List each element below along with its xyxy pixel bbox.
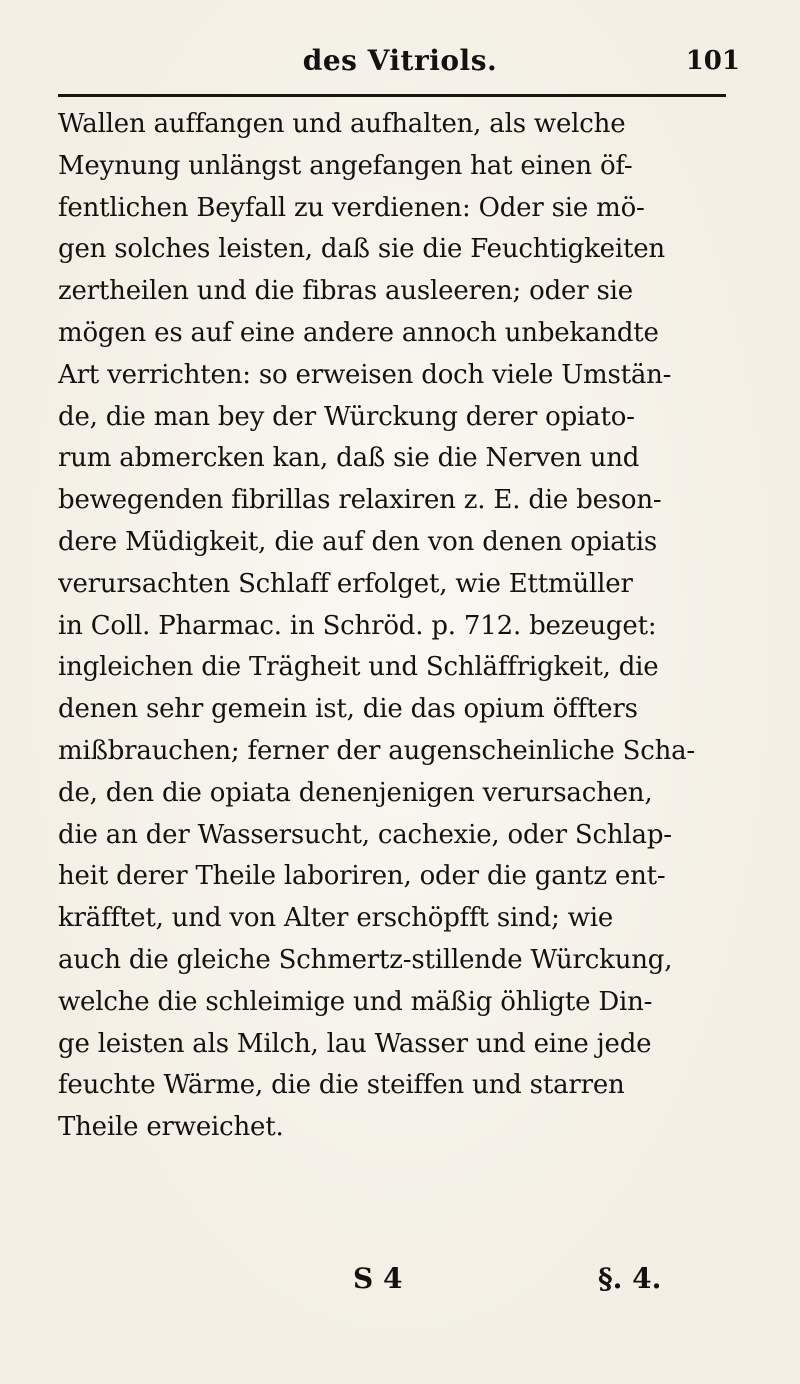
text-line: gen solches leisten, daß sie die Feuchtigkeiten <box>58 234 665 265</box>
text-line: de, den die opiata denenjenigen verursachen, <box>58 777 653 808</box>
text-line: de, die man bey der Würckung derer opiato- <box>58 401 635 432</box>
page-header <box>60 44 740 84</box>
text-line: dere Müdigkeit, die auf den von denen opiatis <box>58 526 658 557</box>
text-line: verursachten Schlaff erfolget, wie Ettmüller <box>58 568 633 599</box>
signature-mark: S 4 <box>353 1262 403 1295</box>
body-text <box>58 104 726 1149</box>
page-footer <box>58 1262 726 1306</box>
text-line: in Coll. Pharmac. in Schröd. p. 712. bezeuget: <box>58 610 657 641</box>
text-line: ingleichen die Trägheit und Schläffrigkeit, die <box>58 652 659 683</box>
text-line: auch die gleiche Schmertz-stillende Würckung, <box>58 944 673 975</box>
page-number: 101 <box>685 46 740 76</box>
text-line: rum abmercken kan, daß sie die Nerven und <box>58 443 640 474</box>
text-line: zertheilen und die fibras ausleeren; oder sie <box>58 276 633 307</box>
catchword: §. 4. <box>598 1262 662 1295</box>
text-line: denen sehr gemein ist, die das opium öffters <box>58 694 638 725</box>
text-line: fentlichen Beyfall zu verdienen: Oder sie mö- <box>58 192 645 223</box>
text-line: kräfftet, und von Alter erschöpfft sind; wie <box>58 903 614 934</box>
text-line: Wallen auffangen und aufhalten, als welche <box>58 109 626 139</box>
text-line: mißbrauchen; ferner der augenscheinliche Scha- <box>58 735 696 766</box>
text-line: die an der Wassersucht, cachexie, oder Schlap- <box>58 819 672 850</box>
text-line: Theile erweichet. <box>58 1112 284 1143</box>
header-rule <box>58 94 726 97</box>
running-title: des Vitriols. <box>302 44 498 77</box>
text-line: mögen es auf eine andere annoch unbekandte <box>58 317 659 348</box>
text-line: Art verrichten: so erweisen doch viele Umstän- <box>58 359 672 390</box>
text-line: heit derer Theile laboriren, oder die gantz ent- <box>58 861 666 892</box>
text-line: ge leisten als Milch, lau Wasser und eine jede <box>58 1028 652 1059</box>
text-line: feuchte Wärme, die die steiffen und starren <box>58 1070 625 1101</box>
text-line: welche die schleimige und mäßig öhligte Din- <box>58 986 653 1017</box>
text-line: Meynung unlängst angefangen hat einen öf- <box>58 150 633 181</box>
text-line: bewegenden fibrillas relaxiren z. E. die beson- <box>58 485 662 516</box>
